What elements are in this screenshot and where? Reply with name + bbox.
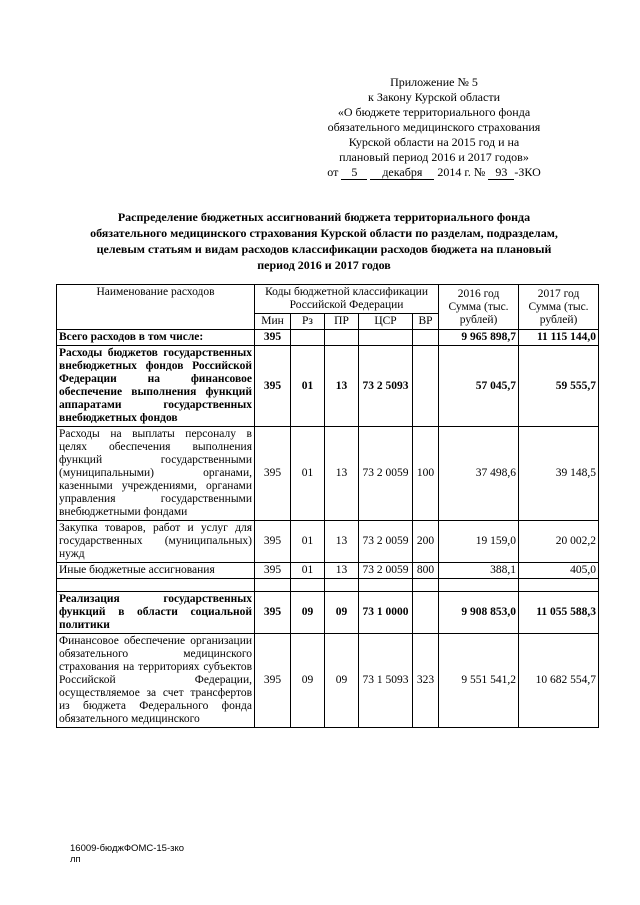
row-csr: 73 2 0059 (359, 427, 413, 521)
row-name: Закупка товаров, работ и услуг для государственных (муниципальных) нужд (57, 521, 255, 563)
header-codes: Коды бюджетной классификации Российской Федерации (255, 285, 439, 314)
header-vr: ВР (413, 314, 439, 330)
row-min: 395 (255, 346, 291, 427)
header-2017: 2017 год Сумма (тыс. рублей) (519, 285, 599, 330)
row-2016: 57 045,7 (439, 346, 519, 427)
row-vr (413, 330, 439, 346)
law-year: 2014 г. № (437, 165, 486, 179)
row-pr: 13 (325, 563, 359, 579)
row-2016: 9 965 898,7 (439, 330, 519, 346)
row-min: 395 (255, 427, 291, 521)
row-rz (291, 330, 325, 346)
table-row (57, 427, 599, 521)
row-2017: 59 555,7 (519, 346, 599, 427)
row-2017: 20 002,2 (519, 521, 599, 563)
row-csr: 73 2 0059 (359, 521, 413, 563)
header-pr: ПР (325, 314, 359, 330)
appendix-line: плановый период 2016 и 2017 годов» (339, 150, 529, 164)
row-pr: 13 (325, 427, 359, 521)
row-pr: 13 (325, 521, 359, 563)
row-vr: 800 (413, 563, 439, 579)
row-2017: 405,0 (519, 563, 599, 579)
appendix-line: обязательного медицинского страхования (327, 120, 541, 134)
table-row (57, 346, 599, 427)
law-month: декабря (370, 166, 434, 180)
row-2016: 19 159,0 (439, 521, 519, 563)
row-pr: 09 (325, 592, 359, 634)
table-row (57, 592, 599, 634)
row-min: 395 (255, 592, 291, 634)
header-min: Мин (255, 314, 291, 330)
table-row-total (57, 330, 599, 346)
row-min: 395 (255, 563, 291, 579)
row-csr: 73 2 0059 (359, 563, 413, 579)
law-date-line (300, 165, 568, 180)
row-csr (359, 330, 413, 346)
footer-code: 16009-бюджФОМС-15-зко (70, 843, 185, 854)
law-from: от (327, 165, 339, 179)
row-vr: 323 (413, 634, 439, 728)
row-2017: 11 055 588,3 (519, 592, 599, 634)
table-row (57, 563, 599, 579)
appendix-line: к Закону Курской области (368, 90, 500, 104)
document-title: Распределение бюджетных ассигнований бюджета территориального фонда обязательного медицинского страхования Курской области по разделам, подразделам, целевым статьям и видам расходов классификации расходов бюджета на плановый период 2016 и 2017 годов (90, 210, 558, 272)
row-min: 395 (255, 521, 291, 563)
row-csr: 73 2 5093 (359, 346, 413, 427)
law-day: 5 (341, 166, 367, 180)
appendix-header (300, 75, 568, 180)
row-rz: 09 (291, 634, 325, 728)
row-pr (325, 330, 359, 346)
law-suffix: -ЗКО (514, 165, 541, 179)
row-vr: 200 (413, 521, 439, 563)
row-vr (413, 592, 439, 634)
row-rz: 01 (291, 563, 325, 579)
row-2017: 10 682 554,7 (519, 634, 599, 728)
row-2017: 39 148,5 (519, 427, 599, 521)
row-2016: 388,1 (439, 563, 519, 579)
appendix-line: «О бюджете территориального фонда (337, 105, 531, 119)
row-vr (413, 346, 439, 427)
document-footer (70, 843, 184, 865)
row-rz: 01 (291, 427, 325, 521)
header-csr: ЦСР (359, 314, 413, 330)
table-header-row (57, 285, 599, 314)
row-pr: 13 (325, 346, 359, 427)
row-name: Иные бюджетные ассигнования (57, 563, 255, 579)
appendix-line: Приложение № 5 (390, 75, 478, 89)
row-csr: 73 1 0000 (359, 592, 413, 634)
row-vr: 100 (413, 427, 439, 521)
row-name: Реализация государственных функций в области социальной политики (57, 592, 255, 634)
header-2016: 2016 год Сумма (тыс. рублей) (439, 285, 519, 330)
row-name: Расходы бюджетов государственных внебюджетных фондов Российской Федерации на финансовое обеспечение выполнения функций аппаратами государственных внебюджетных фондов (57, 346, 255, 427)
header-rz: Рз (291, 314, 325, 330)
table-row (57, 634, 599, 728)
law-number: 93 (488, 166, 514, 180)
row-2016: 9 551 541,2 (439, 634, 519, 728)
row-name: Расходы на выплаты персоналу в целях обеспечения выполнения функций государственными (муниципальными) органами, казенными учреждениями, органами управления государственными внебюджетными фондами (57, 427, 255, 521)
row-min: 395 (255, 634, 291, 728)
row-pr: 09 (325, 634, 359, 728)
row-name: Финансовое обеспечение организации обязательного медицинского страхования на территориях субъектов Российской Федерации, осуществляемое за счет трансфертов из бюджета Федерального фонда обязательного медицинского (57, 634, 255, 728)
appendix-line: Курской области на 2015 год и на (348, 135, 520, 149)
table-row (57, 521, 599, 563)
row-2017: 11 115 144,0 (519, 330, 599, 346)
table-spacer-row (57, 579, 599, 592)
row-rz: 01 (291, 521, 325, 563)
footer-initials: лп (70, 854, 81, 865)
row-2016: 9 908 853,0 (439, 592, 519, 634)
row-name: Всего расходов в том числе: (57, 330, 255, 346)
row-csr: 73 1 5093 (359, 634, 413, 728)
header-name: Наименование расходов (57, 285, 255, 330)
row-min: 395 (255, 330, 291, 346)
budget-table (56, 284, 599, 728)
row-2016: 37 498,6 (439, 427, 519, 521)
row-rz: 09 (291, 592, 325, 634)
row-rz: 01 (291, 346, 325, 427)
